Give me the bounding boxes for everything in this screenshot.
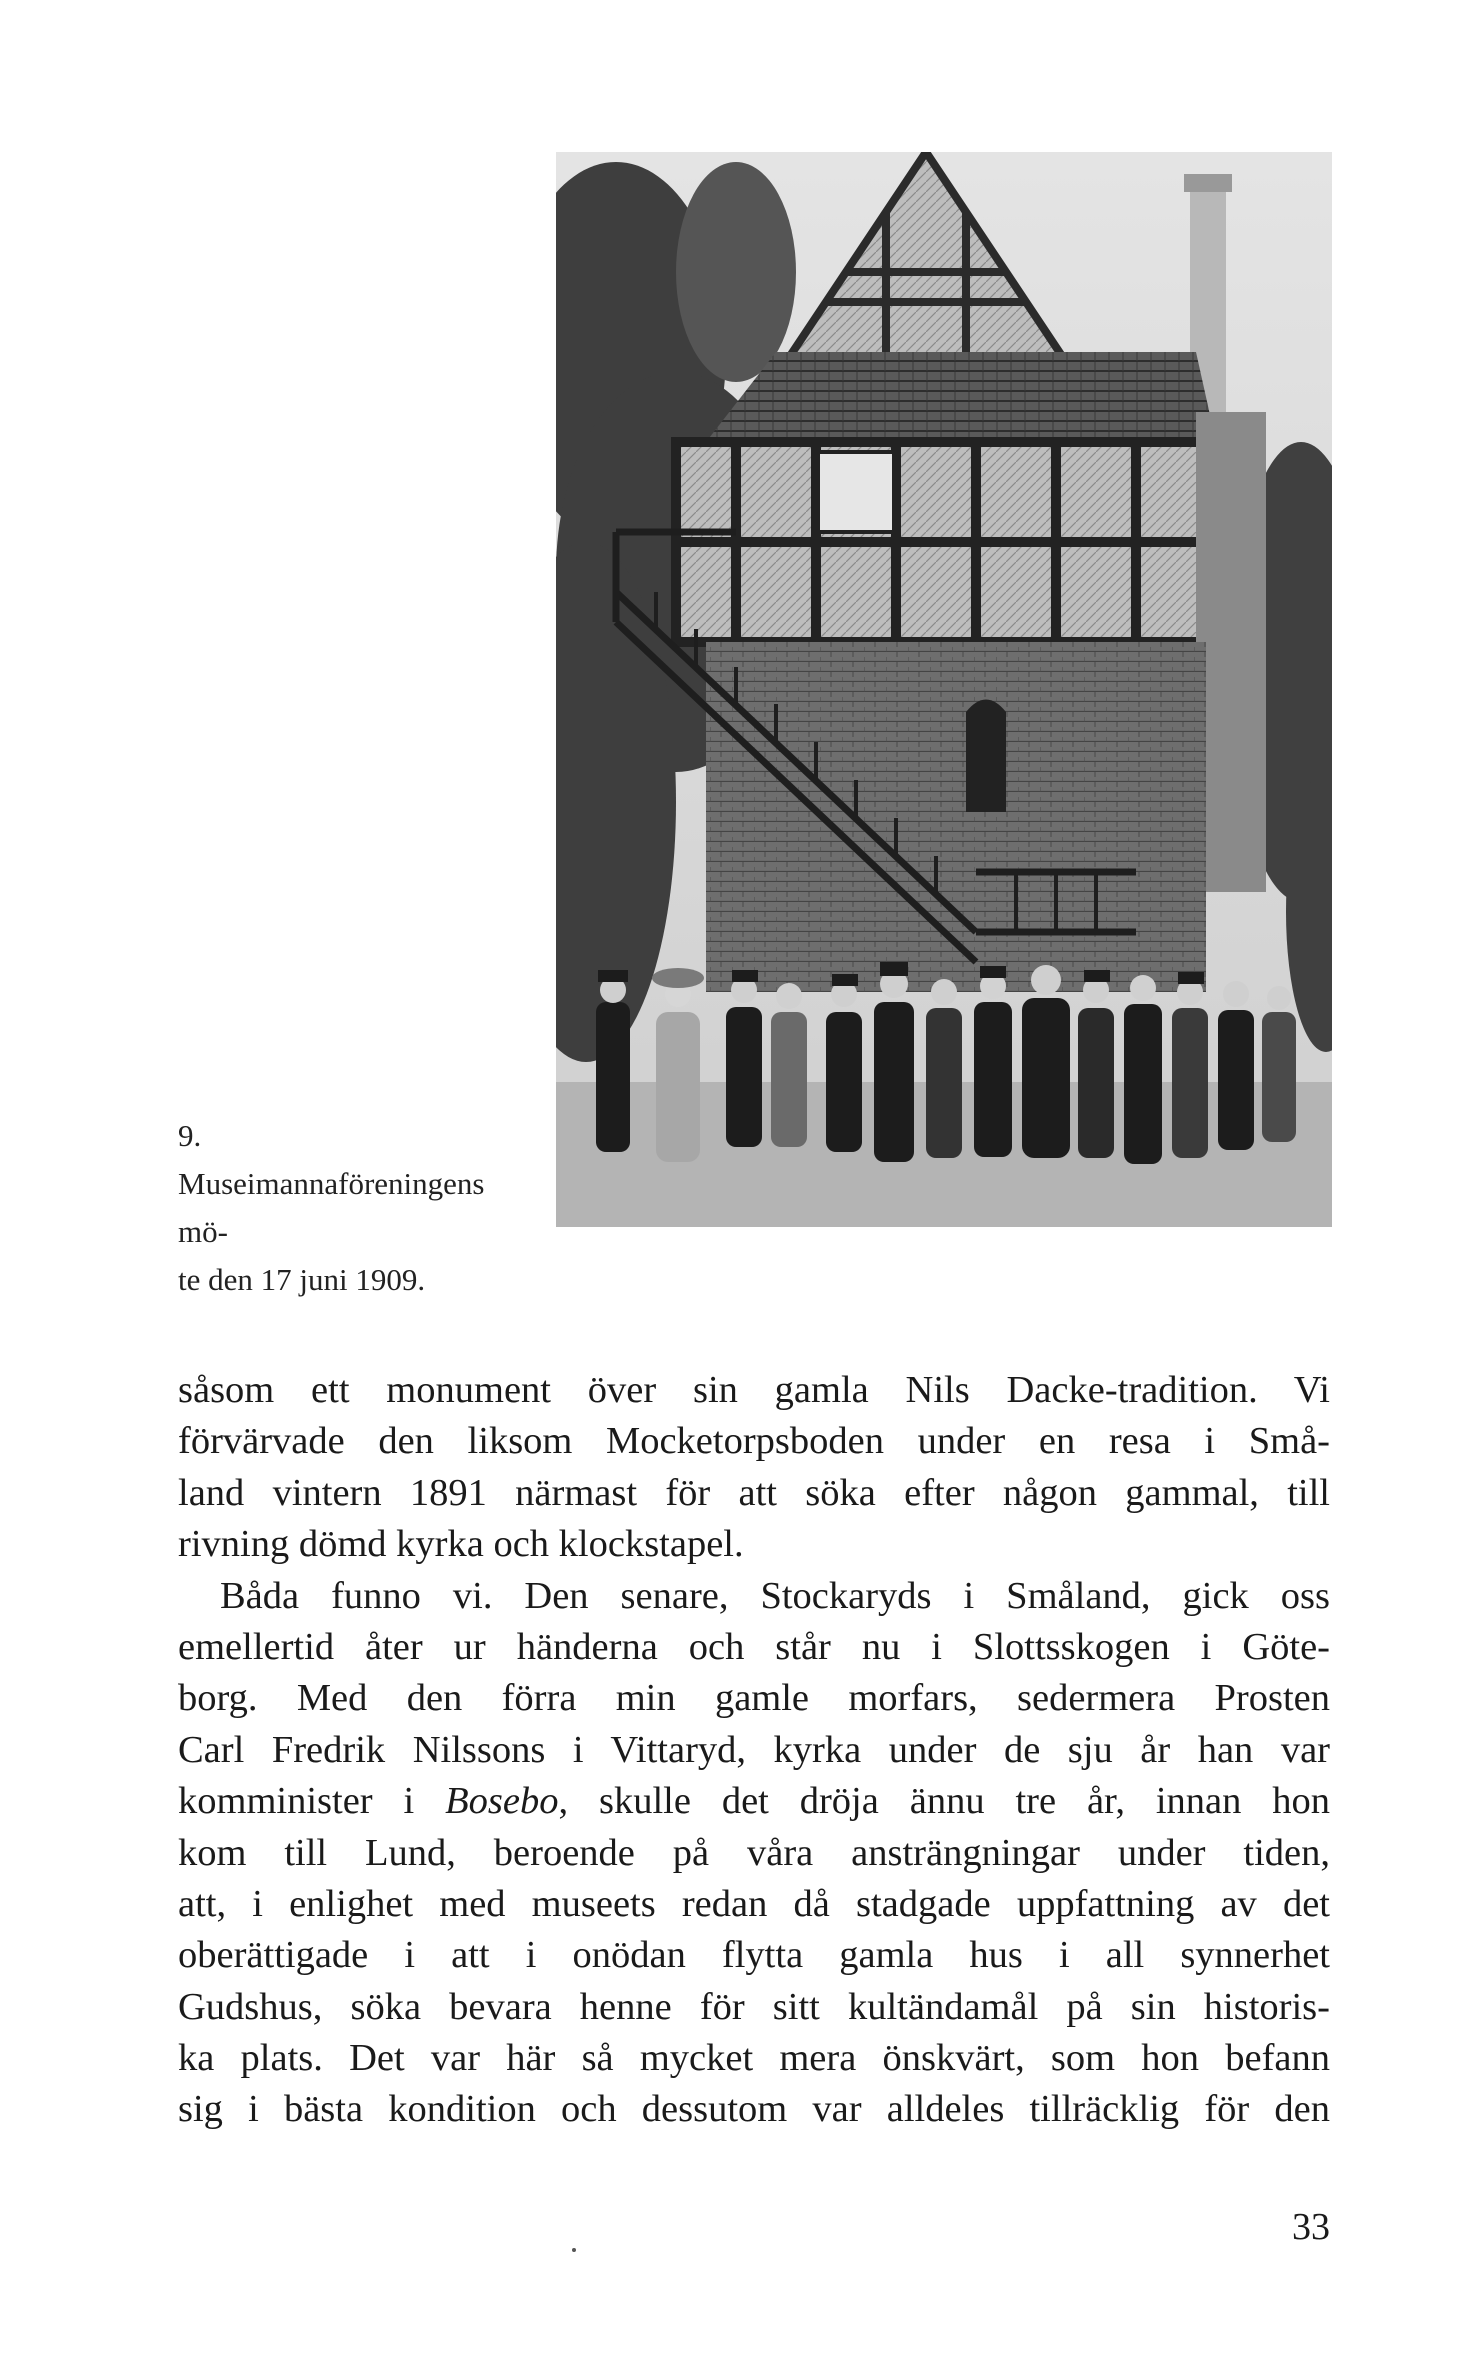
text-line: sig i bästa kondition och dessutom var alldeles tillräcklig för den xyxy=(178,2088,1330,2131)
text-line: förvärvade den liksom Mocketorpsboden under en resa i Små- xyxy=(178,1420,1330,1463)
text-line: rivning dömd kyrka och klockstapel. xyxy=(178,1523,744,1566)
text-line: land vintern 1891 närmast för att söka efter någon gammal, till xyxy=(178,1471,1330,1514)
figure-caption xyxy=(178,1112,498,1304)
text-segment: komminister i xyxy=(178,1780,446,1823)
photo-illustration xyxy=(556,152,1332,1227)
text-line: kom till Lund, beroende på våra ansträngningar under tiden, xyxy=(178,1831,1330,1874)
photograph xyxy=(556,152,1332,1227)
page-number: 33 xyxy=(1292,2206,1330,2248)
caption-line: te den 17 juni 1909. xyxy=(178,1262,426,1297)
text-line: Carl Fredrik Nilssons i Vittaryd, kyrka under de sju år han var xyxy=(178,1728,1330,1771)
text-line: oberättigade i att i onödan flytta gamla hus i all synnerhet xyxy=(178,1934,1330,1977)
stray-dot xyxy=(572,2248,576,2252)
text-segment: , skulle det dröja ännu tre år, innan hon xyxy=(558,1780,1331,1823)
text-line: Båda funno vi. Den senare, Stockaryds i Småland, gick oss xyxy=(220,1574,1330,1617)
doorway xyxy=(966,700,1006,813)
roof xyxy=(706,352,1216,442)
body-text xyxy=(178,1365,1330,2136)
text-line: ka plats. Det var här så mycket mera önskvärt, som hon befann xyxy=(178,2037,1330,2080)
italic-place-name: Bosebo xyxy=(445,1780,559,1823)
text-line: Gudshus, söka bevara henne för sitt kultändamål på sin historis- xyxy=(178,1985,1330,2028)
text-line: emellertid åter ur händerna och står nu i Slottsskogen i Göte- xyxy=(178,1625,1330,1668)
text-line: borg. Med den förra min gamle morfars, sedermera Prosten xyxy=(178,1677,1330,1720)
text-line xyxy=(178,1776,1330,1827)
caption-line: 9. Museimannaföreningens mö- xyxy=(178,1118,485,1249)
text-line: såsom ett monument över sin gamla Nils Dacke-tradition. Vi xyxy=(178,1369,1330,1411)
text-line: att, i enlighet med museets redan då stadgade uppfattning av det xyxy=(178,1882,1330,1925)
